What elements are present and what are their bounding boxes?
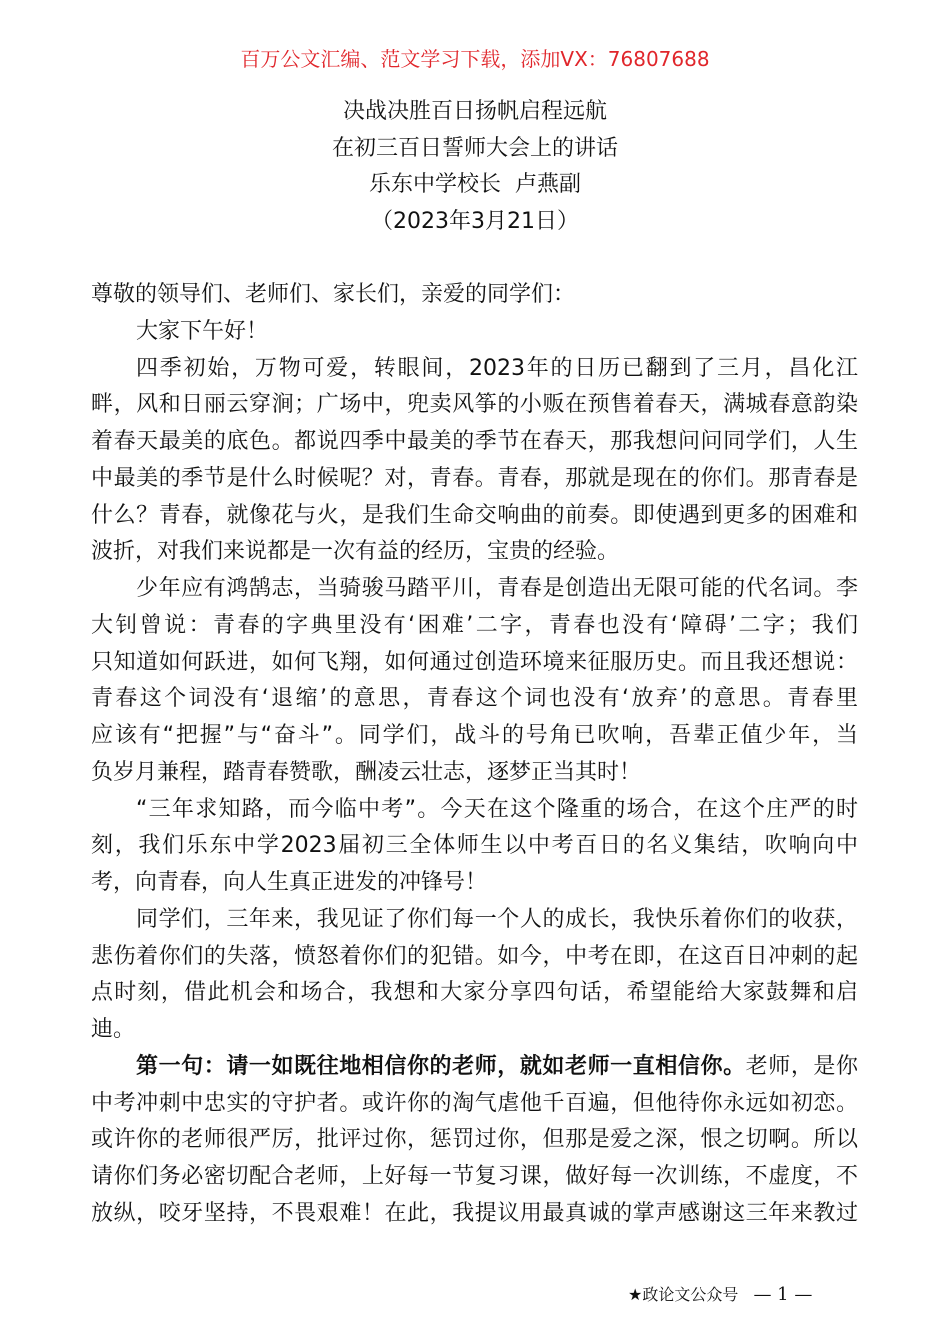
document-subtitle: 在初三百日誓师大会上的讲话 <box>331 136 618 161</box>
watermark-contact-banner: 百万公文汇编、范文学习下载，添加VX：76807688 <box>240 47 710 71</box>
paragraph-line: 考，向青春，向人生真正进发的冲锋号！ <box>91 870 488 895</box>
paragraph-line: 少年应有鸿鹄志，当骑骏马踏平川，青春是创造出无限可能的代名词。李 <box>136 576 858 601</box>
paragraph-line: 波折，对我们来说都是一次有益的经历，宝贵的经验。 <box>91 539 620 565</box>
speech-date: （2023年3月21日） <box>371 209 579 234</box>
paragraph-line: 悲伤着你们的失落，愤怒着你们的犯错。如今，中考在即，在这百日冲刺的起 <box>91 943 858 969</box>
paragraph-line: 只知道如何跃进，如何飞翔，如何通过创造环境来征服历史。而且我还想说： <box>91 649 858 675</box>
paragraph-line <box>91 1052 858 1082</box>
page-footer <box>628 1282 812 1308</box>
paragraph-line: 负岁月兼程，踏青春赞歌，酬凌云壮志，逐梦正当其时！ <box>91 759 642 785</box>
speaker-line: 乐东中学校长 卢燕副 <box>369 172 581 197</box>
bold-heading-text: 第一句：请一如既往地相信你的老师，就如老师一直相信你。 <box>136 1053 746 1079</box>
paragraph-line: “三年求知路，而今临中考”。今天在这个隆重的场合，在这个庄严的时 <box>136 796 858 822</box>
paragraph-line: 青春这个词没有‘退缩’的意思，青春这个词也没有‘放弃’的意思。青春里 <box>91 686 858 712</box>
paragraph-line: 放纵，咬牙坚持，不畏艰难！在此，我提议用最真诚的掌声感谢这三年来教过 <box>91 1200 858 1226</box>
paragraph-line: 畔，风和日丽云穿涧；广场中，兜卖风筝的小贩在预售着春天，满城春意韵染 <box>91 392 858 418</box>
paragraph-line: 点时刻，借此机会和场合，我想和大家分享四句话，希望能给大家鼓舞和启 <box>91 980 858 1006</box>
paragraph-line: 中最美的季节是什么时候呢？对，青春。青春，那就是现在的你们。那青春是 <box>91 465 858 491</box>
paragraph-line: 请你们务必密切配合老师，上好每一节复习课，做好每一次训练，不虚度，不 <box>91 1164 858 1189</box>
paragraph-line: 什么？青春，就像花与火，是我们生命交响曲的前奏。即使遇到更多的困难和 <box>91 502 858 528</box>
line-text: 老师，是你 <box>745 1053 858 1079</box>
paragraph-line: 刻，我们乐东中学2023届初三全体师生以中考百日的名义集结，吹响向中 <box>91 833 858 859</box>
page-number: — 1 — <box>753 1284 813 1305</box>
paragraph-line: 大钊曾说：青春的字典里没有‘困难’二字，青春也没有‘障碍’二字；我们 <box>91 612 858 638</box>
paragraph-line: 尊敬的领导们、老师们、家长们，亲爱的同学们： <box>91 282 576 307</box>
paragraph-line: 应该有“把握”与“奋斗”。同学们，战斗的号角已吹响，吾辈正值少年，当 <box>91 723 858 748</box>
document-title: 决战决胜百日扬帆启程远航 <box>342 99 607 124</box>
paragraph-line: 四季初始，万物可爱，转眼间，2023年的日历已翻到了三月，昌化江 <box>136 355 858 381</box>
paragraph-line: 大家下午好！ <box>136 318 269 344</box>
paragraph-line: 或许你的老师很严厉，批评过你，惩罚过你，但那是爱之深，恨之切啊。所以 <box>91 1127 858 1153</box>
paragraph-line: 迪。 <box>91 1017 136 1042</box>
paragraph-line: 中考冲刺中忠实的守护者。或许你的淘气虐他千百遍，但他待你永远如初恋。 <box>91 1090 858 1116</box>
paragraph-line: 着春天最美的底色。都说四季中最美的季节在春天，那我想问问同学们，人生 <box>91 429 858 454</box>
footer-source: ★政论文公众号 <box>628 1285 739 1304</box>
paragraph-line: 同学们，三年来，我见证了你们每一个人的成长，我快乐着你们的收获， <box>136 906 858 932</box>
